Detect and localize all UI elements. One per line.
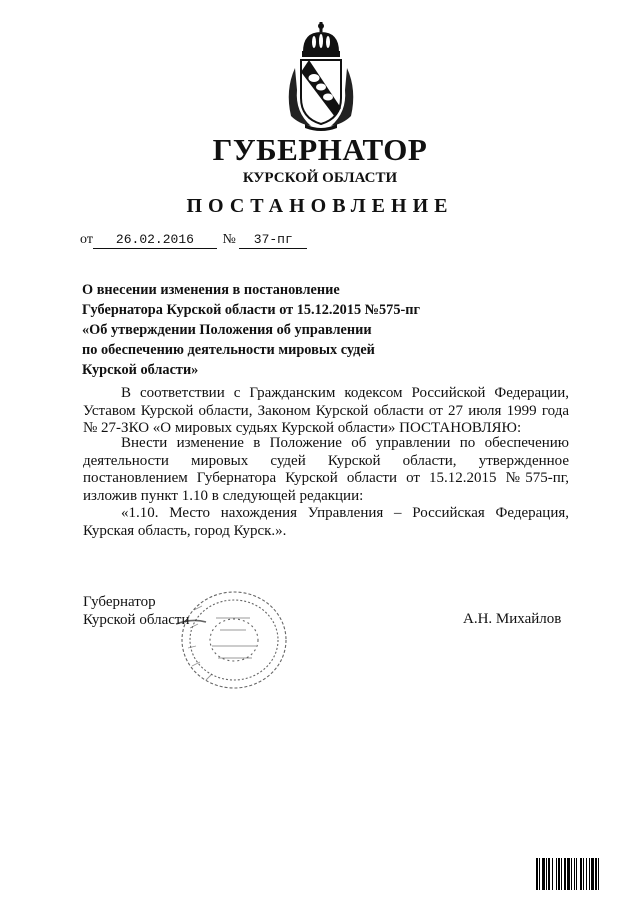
barcode-bar (589, 858, 590, 890)
region-name: КУРСКОЙ ОБЛАСТИ (242, 170, 398, 186)
position-line: Курской области (83, 612, 190, 628)
subject-line: Губернатора Курской области от 15.12.2015 №575-пг (82, 302, 420, 318)
document-number: 37-пг (239, 232, 307, 249)
office-stamp (172, 588, 292, 693)
number-label: № (222, 232, 236, 247)
barcode-bar (583, 858, 584, 890)
barcode-bar (561, 858, 562, 890)
barcode-bar (574, 858, 575, 890)
barcode-bar (591, 858, 594, 890)
paragraph-text: «1.10. Место нахождения Управления – Российская Федерация, Курская область, город Курск.». (83, 505, 569, 539)
barcode-bar (576, 858, 577, 890)
body-paragraph (83, 385, 569, 438)
barcode-icon (536, 858, 622, 890)
barcode-bar (595, 858, 597, 890)
coat-of-arms-icon (281, 20, 361, 132)
document-subject (82, 280, 442, 380)
document-title: ГУБЕРНАТОР (212, 132, 428, 167)
document-type: ПОСТАНОВЛЕНИЕ (186, 195, 454, 217)
barcode-bar (598, 858, 599, 890)
subject-line: Курской области» (82, 362, 199, 378)
date-label: от (80, 232, 93, 247)
body-paragraph (83, 435, 569, 505)
subject-line: по обеспечению деятельности мировых судей (82, 342, 375, 358)
paragraph-text: Внести изменение в Положение об управлении по обеспечению деятельности мировых судей Курской области, утвержденное постановлением Губернатора Курской области от 15.12.2015 №575-пг, изложив пункт 1.10 в следующей редакции: (83, 435, 569, 504)
barcode-bar (536, 858, 538, 890)
barcode-bar (571, 858, 572, 890)
position-line: Губернатор (83, 594, 156, 610)
document-date: 26.02.2016 (93, 232, 217, 249)
barcode-bar (556, 858, 557, 890)
barcode-bar (552, 858, 553, 890)
subject-line: «Об утверждении Положения об управлении (82, 322, 372, 338)
barcode-bar (539, 858, 540, 890)
barcode-bar (558, 858, 560, 890)
subject-line: О внесении изменения в постановление (82, 282, 340, 298)
barcode-bar (586, 858, 587, 890)
barcode-bar (546, 858, 547, 890)
signatory-name: А.Н. Михайлов (463, 611, 562, 627)
barcode-bar (580, 858, 582, 890)
paragraph-text: В соответствии с Гражданским кодексом Российской Федерации, Уставом Курской области, Законом Курской области от 27 июля 1999 года № 27-ЗКО «О мировых судьях Курской области» ПОСТАНОВЛЯЮ: (83, 385, 569, 436)
barcode-bar (567, 858, 570, 890)
barcode-bar (542, 858, 545, 890)
body-paragraph (83, 505, 569, 540)
date-number-line (80, 232, 307, 249)
barcode-bar (564, 858, 566, 890)
barcode-bar (548, 858, 550, 890)
